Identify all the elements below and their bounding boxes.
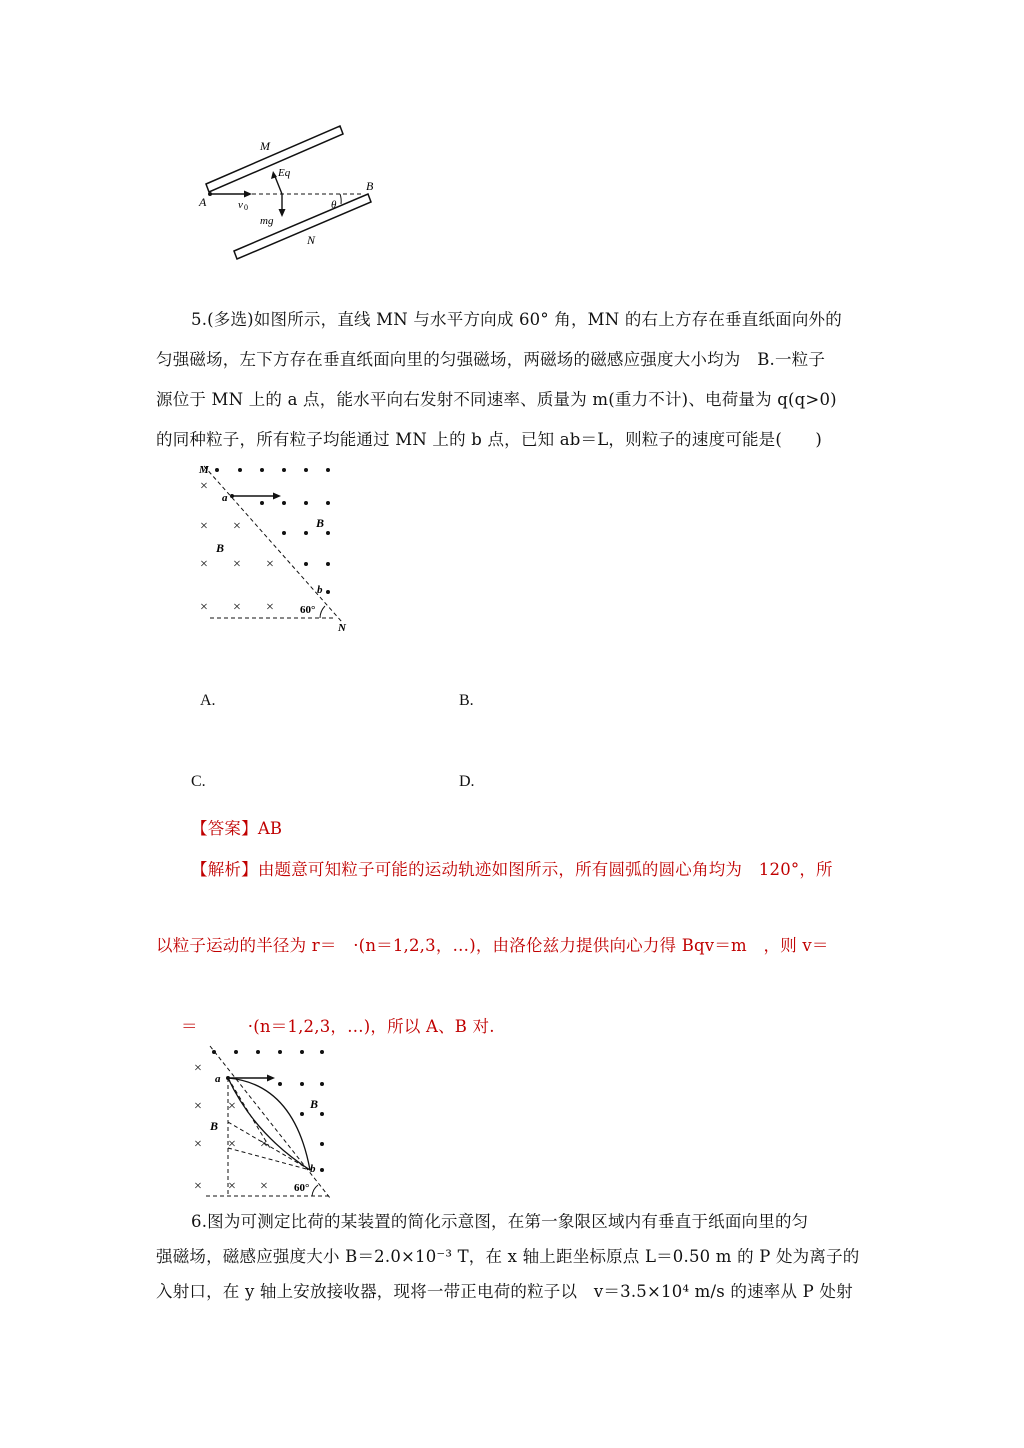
- q5-line-2: 匀强磁场，左下方存在垂直纸面向里的匀强磁场，两磁场的磁感应强度大小均为 B.一粒子: [156, 350, 826, 369]
- answer-label: 【答案】: [191, 819, 258, 838]
- q5-line-1: 5.(多选)如图所示，直线 MN 与水平方向成 60° 角，MN 的右上方存在垂直纸面向外的: [191, 310, 842, 329]
- analysis-trajectory-figure: [188, 1044, 338, 1202]
- label-A: A: [199, 195, 207, 209]
- svg-text:×: ×: [233, 557, 241, 572]
- q6-line-2: 强磁场，磁感应强度大小 B＝2.0×10⁻³ T，在 x 轴上距坐标原点 L＝0.50 m 的 P 处为离子的: [156, 1247, 860, 1266]
- svg-text:×: ×: [194, 1061, 202, 1076]
- q5-label-b: b: [317, 584, 323, 596]
- label-v0-sub: 0: [244, 203, 248, 212]
- svg-text:×: ×: [200, 557, 208, 572]
- label-B: B: [366, 179, 374, 193]
- svg-text:×: ×: [194, 1137, 202, 1152]
- analysis-line-3: ＝ ·(n＝1,2,3，…)，所以 A、B 对.: [181, 1017, 495, 1036]
- option-b[interactable]: B.: [459, 692, 474, 709]
- q5-magnetic-field-figure: [192, 458, 362, 638]
- svg-text:×: ×: [260, 1137, 268, 1152]
- analysis-line-2: 以粒子运动的半径为 r＝ ·(n＝1,2,3，…)，由洛伦兹力提供向心力得 Bqv＝m ，则 v＝: [156, 936, 829, 955]
- svg-text:×: ×: [266, 557, 274, 572]
- option-d[interactable]: D.: [459, 773, 475, 790]
- q5-line-3: 源位于 MN 上的 a 点，能水平向右发射不同速率、质量为 m(重力不计)、电荷量为 q(q>0): [156, 390, 837, 409]
- analysis-label-B-right: B: [310, 1097, 319, 1111]
- analysis-line-1: 【解析】由题意可知粒子可能的运动轨迹如图所示，所有圆弧的圆心角均为 120°，所: [191, 860, 833, 879]
- svg-text:×: ×: [260, 1179, 268, 1194]
- option-c[interactable]: C.: [191, 773, 206, 790]
- analysis-label-60: 60°: [294, 1182, 310, 1194]
- label-mg: mg: [260, 215, 274, 227]
- q5-label-N: N: [338, 622, 346, 634]
- q5-label-a: a: [222, 492, 228, 504]
- svg-text:×: ×: [266, 600, 274, 615]
- label-N: N: [307, 233, 316, 247]
- q6-line-1: 6.图为可测定比荷的某装置的简化示意图，在第一象限区域内有垂直于纸面向里的匀: [191, 1212, 809, 1231]
- inclined-plates-figure: [190, 118, 390, 268]
- svg-text:×: ×: [200, 519, 208, 534]
- label-M: M: [260, 139, 270, 153]
- svg-text:×: ×: [194, 1099, 202, 1114]
- svg-text:×: ×: [194, 1179, 202, 1194]
- answer-value: AB: [257, 819, 283, 838]
- svg-text:×: ×: [228, 1179, 236, 1194]
- label-v0: v: [238, 199, 243, 211]
- svg-text:×: ×: [200, 600, 208, 615]
- option-a[interactable]: A.: [200, 692, 216, 709]
- q5-label-60: 60°: [300, 604, 316, 616]
- label-Eq: Eq: [278, 167, 291, 179]
- q5-label-B-right: B: [316, 516, 325, 530]
- analysis-label-b: b: [310, 1163, 316, 1175]
- svg-text:×: ×: [200, 479, 208, 494]
- q6-line-3: 入射口，在 y 轴上安放接收器，现将一带正电荷的粒子以 v＝3.5×10⁴ m/s 的速率从 P 处射: [156, 1282, 853, 1301]
- svg-text:×: ×: [233, 600, 241, 615]
- svg-text:×: ×: [228, 1137, 236, 1152]
- q5-line-4: 的同种粒子，所有粒子均能通过 MN 上的 b 点，已知 ab＝L，则粒子的速度可能是( ): [156, 430, 823, 449]
- analysis-label-a: a: [215, 1073, 221, 1085]
- q5-label-M: M: [199, 464, 209, 476]
- analysis-label: 【解析】: [191, 860, 258, 879]
- label-theta: θ: [331, 199, 337, 211]
- svg-text:×: ×: [228, 1099, 236, 1114]
- analysis-label-B-left: B: [210, 1119, 219, 1133]
- svg-text:×: ×: [233, 519, 241, 534]
- answer-row: [191, 815, 282, 839]
- q5-label-B-left: B: [216, 541, 225, 555]
